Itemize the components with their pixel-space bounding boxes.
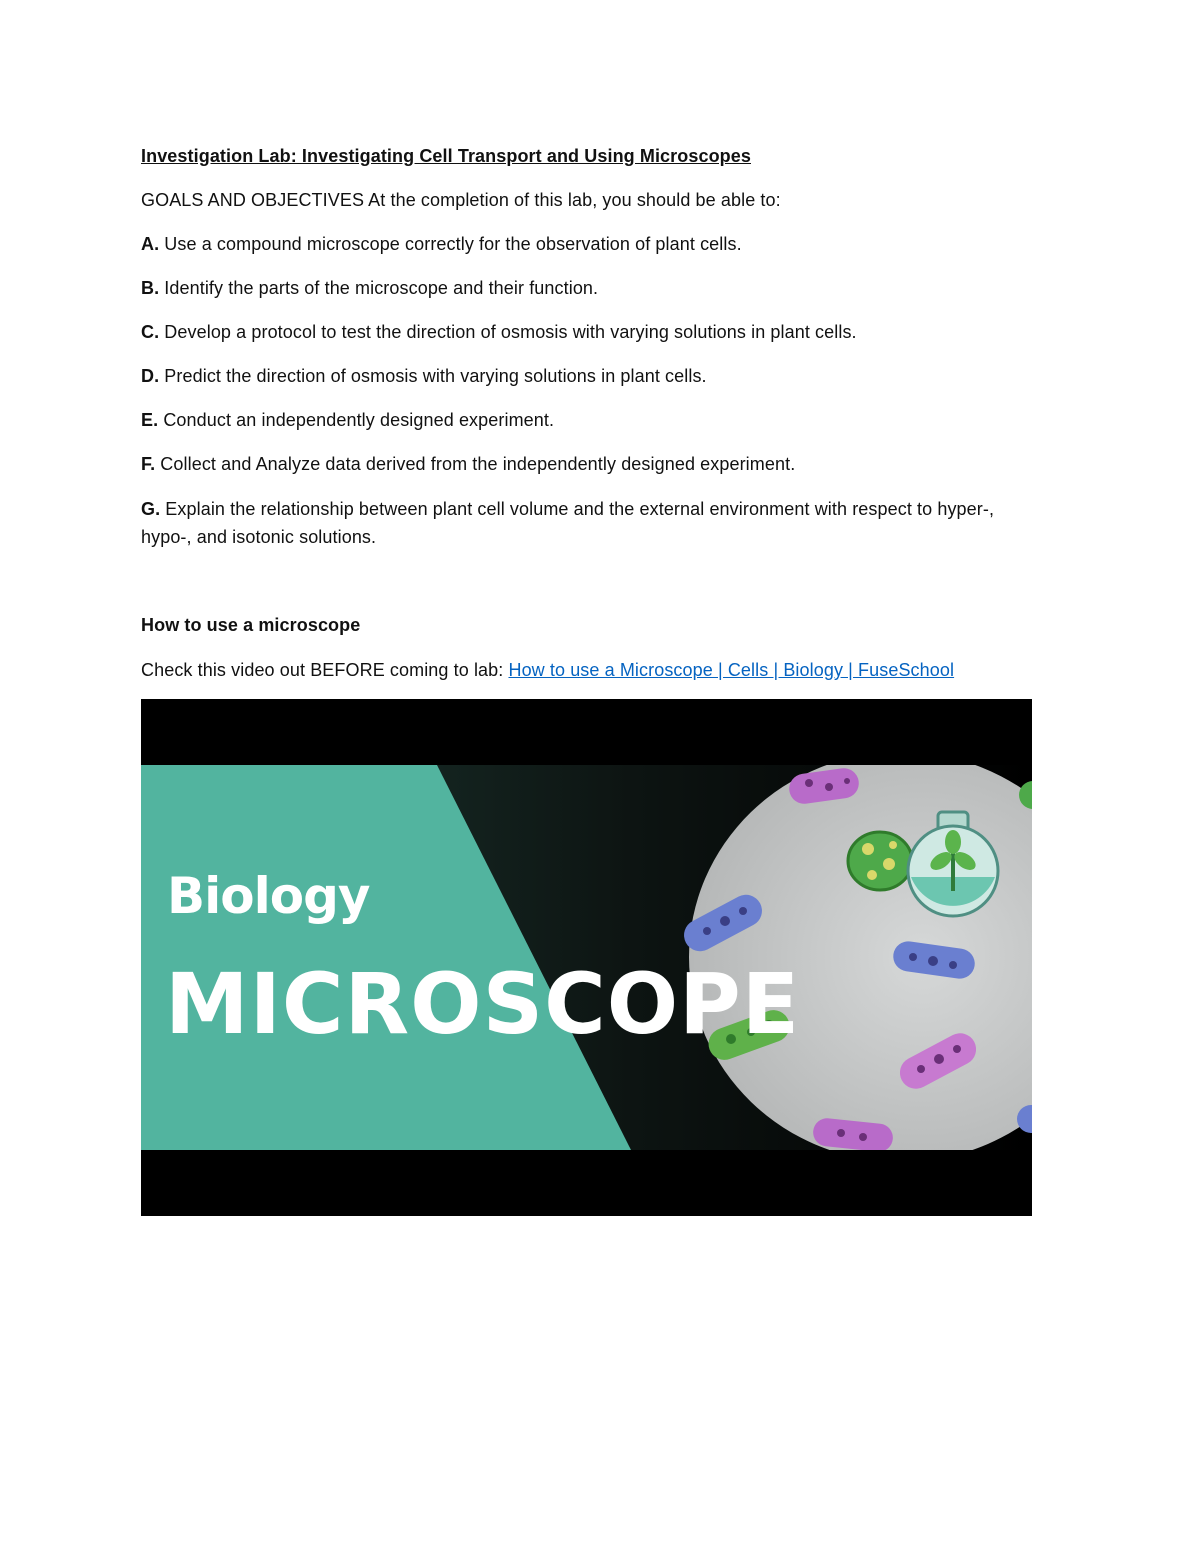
thumbnail-subject: Biology bbox=[167, 867, 370, 925]
goal-letter: B. bbox=[141, 278, 160, 298]
video-prompt: Check this video out BEFORE coming to lab: bbox=[141, 660, 509, 680]
goal-text: Develop a protocol to test the direction of osmosis with varying solutions in plant cells. bbox=[159, 322, 857, 342]
goal-item-e bbox=[141, 406, 1041, 434]
goal-letter: A. bbox=[141, 234, 160, 254]
goal-text: Predict the direction of osmosis with varying solutions in plant cells. bbox=[159, 366, 707, 386]
section-heading: How to use a microscope bbox=[141, 615, 361, 635]
goal-item-a bbox=[141, 230, 1041, 258]
goal-letter: E. bbox=[141, 410, 159, 430]
goal-text: Collect and Analyze data derived from the independently designed experiment. bbox=[155, 454, 796, 474]
goal-text: Explain the relationship between plant cell volume and the external environment with respect to hyper-, hypo-, and isotonic solutions. bbox=[141, 499, 995, 547]
goal-item-c bbox=[141, 318, 1041, 346]
video-link[interactable]: How to use a Microscope | Cells | Biology | FuseSchool bbox=[508, 660, 955, 680]
goal-item-g bbox=[141, 495, 1041, 551]
lab-title: Investigation Lab: Investigating Cell Transport and Using Microscopes bbox=[141, 146, 751, 166]
goal-letter: C. bbox=[141, 322, 160, 342]
goal-letter: F. bbox=[141, 454, 156, 474]
video-reference bbox=[141, 656, 1041, 684]
goal-text: Conduct an independently designed experiment. bbox=[158, 410, 555, 430]
bacterium-green-round bbox=[848, 832, 912, 890]
goal-text: Identify the parts of the microscope and their function. bbox=[159, 278, 599, 298]
goal-text: Use a compound microscope correctly for the observation of plant cells. bbox=[159, 234, 742, 254]
goal-item-b bbox=[141, 274, 1041, 302]
thumbnail-title: MICROSCOPE bbox=[165, 955, 801, 1053]
goal-item-f bbox=[141, 450, 1041, 478]
goal-item-d bbox=[141, 362, 1041, 390]
goal-letter: D. bbox=[141, 366, 160, 386]
goal-letter: G. bbox=[141, 499, 161, 519]
video-thumbnail[interactable] bbox=[141, 699, 1032, 1216]
goals-intro: GOALS AND OBJECTIVES At the completion of this lab, you should be able to: bbox=[141, 190, 781, 210]
